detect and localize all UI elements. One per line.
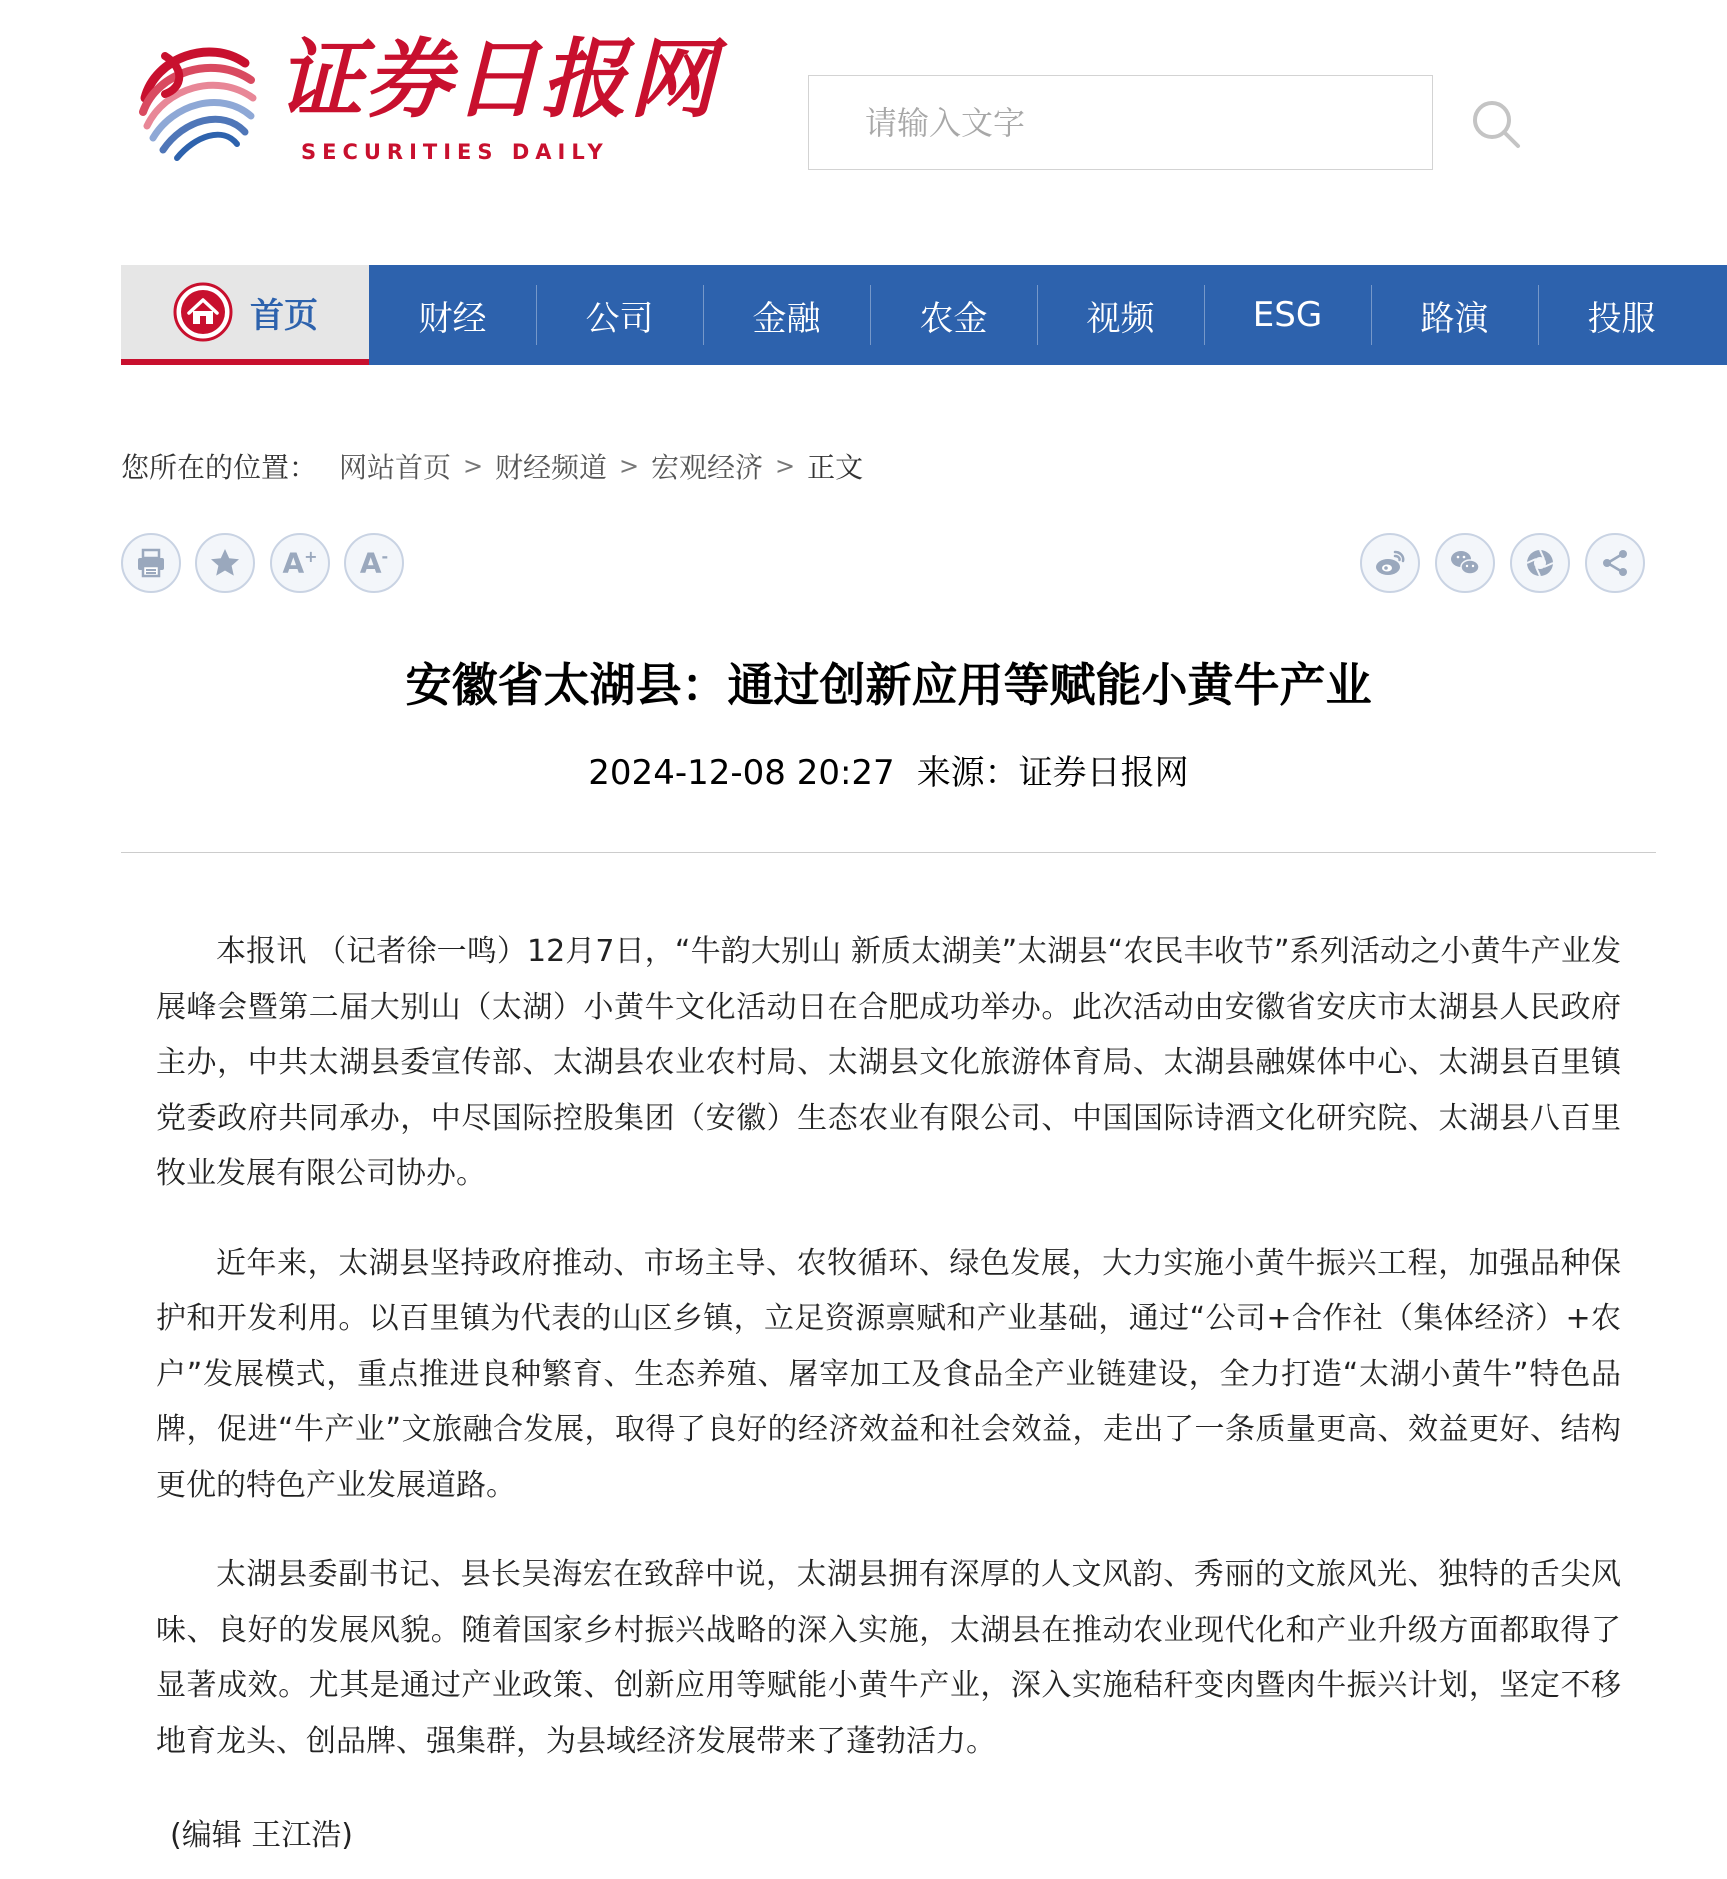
nav-item-roadshow[interactable]: 路演 <box>1371 265 1538 365</box>
breadcrumb-separator: > <box>775 452 796 480</box>
weibo-icon <box>1373 546 1407 580</box>
share-moments-button[interactable] <box>1510 533 1570 593</box>
breadcrumb-separator: > <box>462 452 484 480</box>
nav-item-agri-finance[interactable]: 农金 <box>870 265 1037 365</box>
breadcrumb <box>121 446 863 486</box>
font-smaller-label: A- <box>359 546 389 580</box>
article-datetime: 2024-12-08 20:27 <box>588 753 895 793</box>
article-title: 安徽省太湖县：通过创新应用等赋能小黄牛产业 <box>405 658 1372 712</box>
wechat-icon <box>1448 546 1482 580</box>
favorite-button[interactable] <box>195 533 255 593</box>
breadcrumb-macro-economy[interactable]: 宏观经济 <box>651 451 764 484</box>
article-body <box>156 924 1621 1803</box>
font-larger-button[interactable] <box>270 533 330 593</box>
article-paragraph: 太湖县委副书记、县长吴海宏在致辞中说，太湖县拥有深厚的人文风韵、秀丽的文旅风光、独特的舌尖风味、良好的发展风貌。随着国家乡村振兴战略的深入实施，太湖县在推动农业现代化和产业升级方面都取得了显著成效。尤其是通过产业政策、创新应用等赋能小黄牛产业，深入实施秸秆变肉暨肉牛振兴计划，坚定不移地育龙头、创品牌、强集群，为县域经济发展带来了蓬勃活力。 <box>156 1557 1621 1759</box>
logo-name-en: SECURITIES DAILY <box>301 140 609 164</box>
nav-item-home[interactable] <box>121 265 369 365</box>
magnifier-icon <box>1468 96 1524 152</box>
site-logo[interactable] <box>125 28 717 168</box>
nav-item-finance[interactable]: 财经 <box>418 298 487 339</box>
printer-icon <box>134 546 168 580</box>
breadcrumb-home[interactable]: 网站首页 <box>339 451 452 484</box>
article-paragraph: 本报讯 （记者徐一鸣）12月7日，“牛韵大别山 新质太湖美”太湖县“农民丰收节”系列活动之小黄牛产业发展峰会暨第二届大别山（太湖）小黄牛文化活动日在合肥成功举办。此次活动由安徽省安庆市太湖县人民政府主办，中共太湖县委宣传部、太湖县农业农村局、太湖县文化旅游体育局、太湖县融媒体中心、太湖县百里镇党委政府共同承办，中尽国际控股集团（安徽）生态农业有限公司、中国国际诗酒文化研究院、太湖县八百里牧业发展有限公司协办。 <box>156 934 1621 1191</box>
article-meta <box>121 746 1656 800</box>
logo-name-cn: 证券日报网 <box>277 29 717 130</box>
font-smaller-button[interactable] <box>344 533 404 593</box>
search-button[interactable] <box>1468 96 1524 152</box>
camera-aperture-icon <box>1523 546 1557 580</box>
article-source: 来源：证券日报网 <box>916 753 1189 793</box>
logo-mark-icon <box>125 28 265 168</box>
site-header <box>0 0 1727 260</box>
font-larger-label: A+ <box>282 546 318 580</box>
article-paragraph: 近年来，太湖县坚持政府推动、市场主导、农牧循环、绿色发展，大力实施小黄牛振兴工程，加强品种保护和开发利用。以百里镇为代表的山区乡镇，立足资源禀赋和产业基础，通过“公司+合作社（集体经济）+农户”发展模式，重点推进良种繁育、生态养殖、屠宰加工及食品全产业链建设，全力打造“太湖小黄牛”特色品牌，促进“牛产业”文旅融合发展，取得了良好的经济效益和社会效益，走出了一条质量更高、效益更好、结构更优的特色产业发展道路。 <box>156 1245 1621 1503</box>
share-wechat-button[interactable] <box>1435 533 1495 593</box>
nav-item-company[interactable]: 公司 <box>536 265 703 365</box>
title-divider <box>121 852 1656 853</box>
share-weibo-button[interactable] <box>1360 533 1420 593</box>
breadcrumb-current: 正文 <box>807 451 864 484</box>
nav-item-video[interactable]: 视频 <box>1037 265 1204 365</box>
search-input[interactable] <box>809 76 1432 169</box>
share-more-button[interactable] <box>1585 533 1645 593</box>
nav-home-label: 首页 <box>250 295 318 336</box>
print-button[interactable] <box>121 533 181 593</box>
article-editor: (编辑 王江浩) <box>170 1818 353 1853</box>
nav-item-banking[interactable]: 金融 <box>703 265 870 365</box>
nav-item-investor-service[interactable]: 投服 <box>1538 265 1705 365</box>
nav-item-esg[interactable]: ESG <box>1204 265 1371 365</box>
house-icon <box>172 281 234 343</box>
breadcrumb-separator: > <box>618 452 640 480</box>
share-icon <box>1598 546 1632 580</box>
star-icon <box>208 546 242 580</box>
breadcrumb-finance-channel[interactable]: 财经频道 <box>495 451 608 484</box>
breadcrumb-prefix: 您所在的位置： <box>121 451 318 484</box>
search-box <box>808 75 1433 170</box>
main-nav <box>121 265 1727 365</box>
